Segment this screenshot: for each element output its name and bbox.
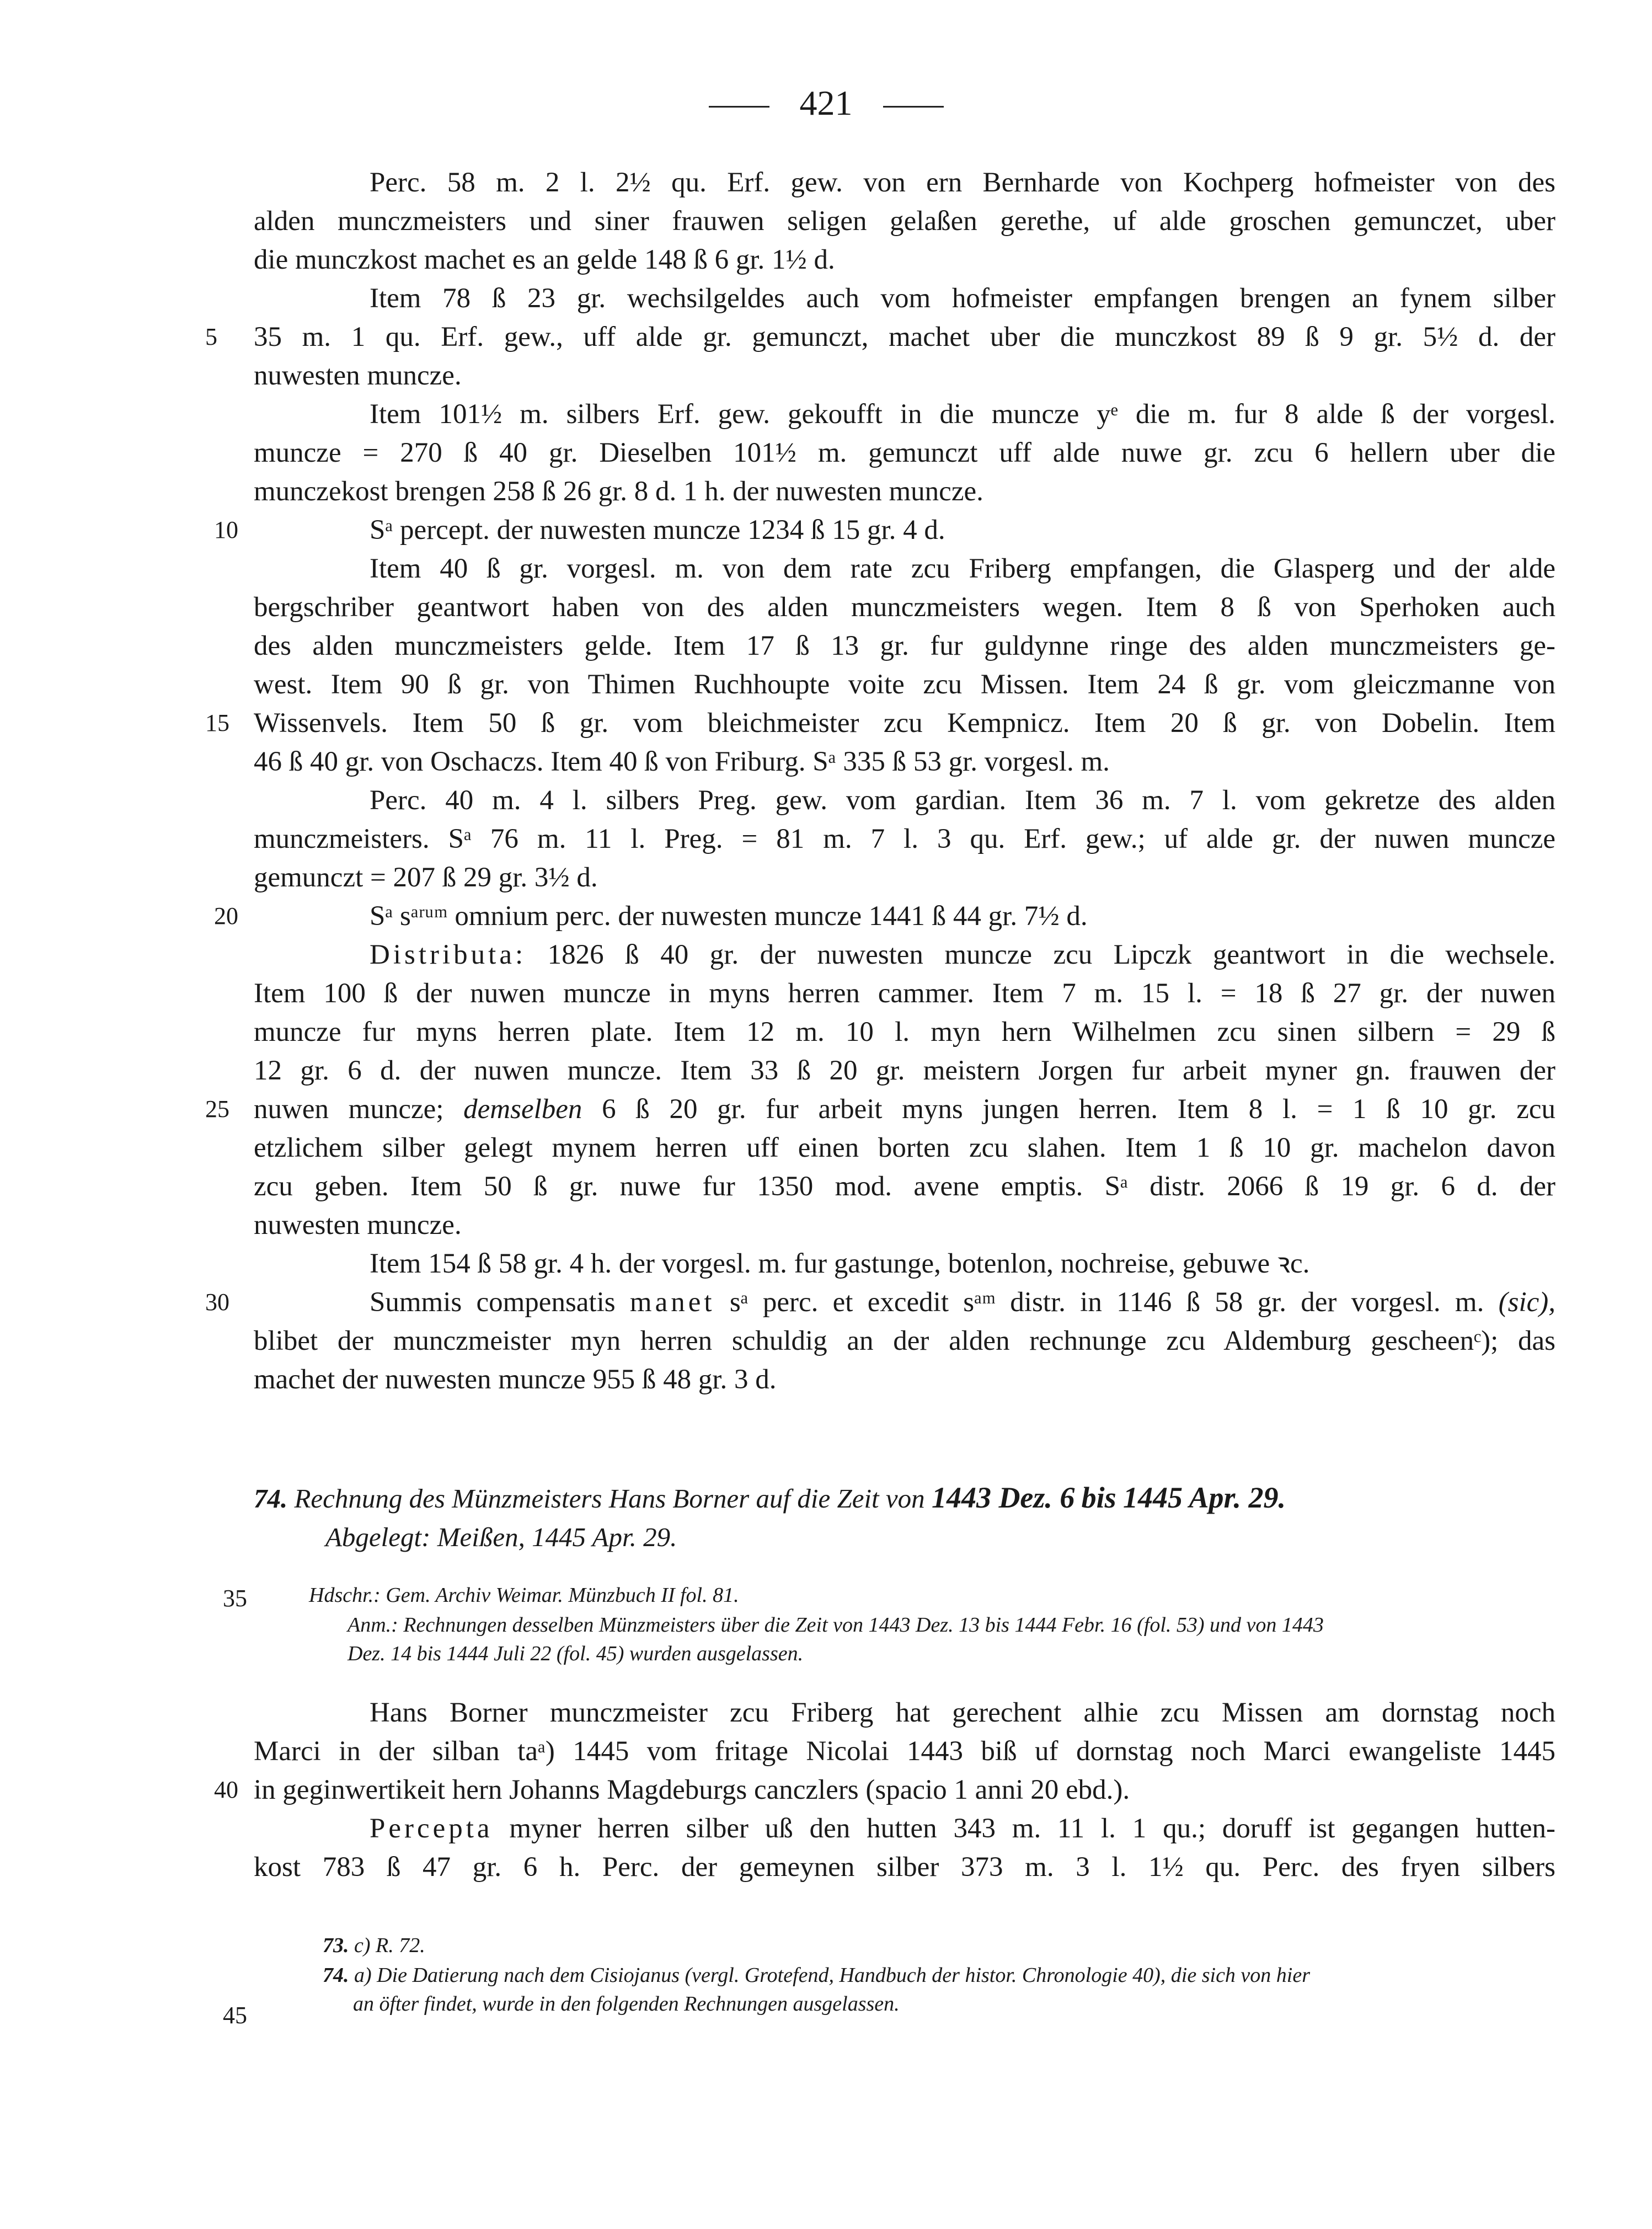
text-line: munczekost brengen 258 ß 26 gr. 8 d. 1 h. der nuwesten muncze. [254, 476, 983, 507]
line-number: 45 [223, 2002, 247, 2029]
manuscript-note: Hdschr.: Gem. Archiv Weimar. Münzbuch II fol. 81. [309, 1584, 739, 1607]
text-line: die munczkost machet es an gelde 148 ß 6 gr. 1½ d. [254, 244, 835, 275]
text-line: Hans Borner munczmeister zcu Friberg hat gerechent alhie zcu Missen am dornstag noch [370, 1697, 1555, 1728]
line-number: 20 [214, 902, 238, 929]
document-number: 74. [254, 1483, 288, 1514]
text-line: nuwesten muncze. [254, 1210, 462, 1241]
text-line: 40 in geginwertikeit hern Johanns Magdeburgs canczlers (spacio 1 anni 20 ebd.). [254, 1771, 1555, 1809]
page-number: 421 [799, 83, 853, 122]
text-line: muncze fur myns herren plate. Item 12 m. 10 l. myn hern Wilhelmen zcu sinen silbern = 29 ß [254, 1017, 1555, 1047]
text-line: zcu geben. Item 50 ß gr. nuwe fur 1350 mod. avene emptis. Sᵃ distr. 2066 ß 19 gr. 6 d. der [254, 1171, 1555, 1202]
annotation-note: Anm.: Rechnungen desselben Münzmeisters über die Zeit von 1443 Dez. 13 bis 1444 Febr. 16 (fol. 53) und von 1443 [347, 1613, 1324, 1637]
text-line: Percepta myner herren silber uß den hutten 343 m. 11 l. 1 qu.; doruff ist gegangen hutten- [370, 1813, 1556, 1844]
text-line: Perc. 58 m. 2 l. 2½ qu. Erf. gew. von ern Bernharde von Kochperg hofmeister von des [370, 167, 1555, 198]
text-line: 12 gr. 6 d. der nuwen muncze. Item 33 ß 20 gr. meistern Jorgen fur arbeit myner gn. frauwen der [254, 1055, 1555, 1086]
line-number: 15 [205, 709, 229, 736]
text-line: 5 35 m. 1 qu. Erf. gew., uff alde gr. gemunczt, machet uber die munczkost 89 ß 9 gr. 5½ d. der [254, 318, 1555, 356]
text-line: munczmeisters. Sᵃ 76 m. 11 l. Preg. = 81 m. 7 l. 3 qu. Erf. gew.; uf alde gr. der nuwen muncze [254, 824, 1555, 854]
line-number: 35 [223, 1585, 247, 1612]
text-line: 46 ß 40 gr. von Oschaczs. Item 40 ß von Friburg. Sᵃ 335 ß 53 gr. vorgesl. m. [254, 746, 1110, 777]
footnote: 73. c) R. 72. [323, 1934, 425, 1957]
text-line: Item 40 ß gr. vorgesl. m. von dem rate zcu Friberg empfangen, die Glasperg und der alde [370, 553, 1555, 584]
text-line: Item 101½ m. silbers Erf. gew. gekoufft in die muncze yᵉ die m. fur 8 alde ß der vorgesl. [370, 399, 1555, 430]
text-line: bergschriber geantwort haben von des alden munczmeisters wegen. Item 8 ß von Sperhoken auch [254, 592, 1555, 623]
text-line: Perc. 40 m. 4 l. silbers Preg. gew. vom gardian. Item 36 m. 7 l. vom gekretze des alden [370, 785, 1555, 816]
text-line: nuwesten muncze. [254, 360, 462, 391]
main-text-block [214, 1693, 1556, 1886]
text-line: Item 100 ß der nuwen muncze in myns herren cammer. Item 7 m. 15 l. = 18 ß 27 gr. der nuwen [254, 978, 1555, 1009]
text-line: gemunczt = 207 ß 29 gr. 3½ d. [254, 862, 598, 893]
footnote-continuation: an öfter findet, wurde in den folgenden Rechnungen ausgelassen. [353, 1992, 900, 2016]
line-number: 40 [214, 1776, 238, 1803]
header-rule-right [883, 106, 944, 108]
text-line: Distributa: 1826 ß 40 gr. der nuwesten muncze zcu Lipczk geantwort in die wechsele. [370, 939, 1555, 970]
text-line: kost 783 ß 47 gr. 6 h. Perc. der gemeynen silber 373 m. 3 l. 1½ qu. Perc. des fryen silbers [254, 1852, 1555, 1883]
text-line: blibet der munczmeister myn herren schuldig an der alden rechnunge zcu Aldemburg gescheenᶜ); das [254, 1325, 1555, 1356]
line-number: 25 [205, 1095, 229, 1122]
section-label: Distributa: [370, 939, 527, 970]
header-rule-left [709, 106, 769, 108]
text-line: des alden munczmeisters gelde. Item 17 ß 13 gr. fur guldynne ringe des alden munczmeisters ge- [254, 630, 1555, 661]
text-line: machet der nuwesten muncze 955 ß 48 gr. 3 d. [254, 1364, 777, 1395]
document-subheading: Abgelegt: Meißen, 1445 Apr. 29. [325, 1522, 677, 1552]
text-line: muncze = 270 ß 40 gr. Dieselben 101½ m. gemunczt uff alde nuwe gr. zcu 6 hellern uber die [254, 437, 1555, 468]
line-number: 30 [205, 1289, 229, 1316]
text-line: 15 Wissenvels. Item 50 ß gr. vom bleichmeister zcu Kempnicz. Item 20 ß gr. von Dobelin. Item [254, 704, 1555, 742]
text-line: Item 78 ß 23 gr. wechsilgeldes auch vom hofmeister empfangen brengen an fynem silber [370, 283, 1555, 314]
line-number: 10 [214, 516, 238, 543]
text-line: alden munczmeisters und siner frauwen seligen gelaßen gerethe, uf alde groschen gemunczet, uber [254, 206, 1555, 237]
main-text-block [205, 163, 1556, 1399]
line-number: 5 [205, 323, 217, 350]
text-line: etzlichem silber gelegt mynem herren uff einen borten zcu slahen. Item 1 ß 10 gr. machelon davon [254, 1132, 1555, 1163]
footnote: 74. a) Die Datierung nach dem Cisiojanus (vergl. Grotefend, Handbuch der histor. Chronologie 40), die sich von hier [323, 1964, 1311, 1987]
document-heading: 74. Rechnung des Münzmeisters Hans Borner auf die Zeit von 1443 Dez. 6 bis 1445 Apr. 29. Abgelegt: Meißen, 1445 Apr. 29. [254, 1478, 1555, 1557]
text-line: Item 154 ß 58 gr. 4 h. der vorgesl. m. fur gastunge, botenlon, nochreise, gebuwe ꝛc. [370, 1248, 1310, 1279]
section-label: Percepta [370, 1813, 493, 1844]
text-line: 10 Sᵃ percept. der nuwesten muncze 1234 ß 15 gr. 4 d. [254, 511, 1555, 549]
text-line: 30 Summis compensatis manet sᵃ perc. et excedit sᵃᵐ distr. in 1146 ß 58 gr. der vorgesl. m. (sic), [254, 1283, 1555, 1322]
text-line: 25 nuwen muncze; demselben 6 ß 20 gr. fur arbeit myns jungen herren. Item 8 l. = 1 ß 10 gr. zcu [254, 1090, 1555, 1129]
text-line: 20 Sᵃ sᵃʳᵘᵐ omnium perc. der nuwesten muncze 1441 ß 44 gr. 7½ d. [254, 897, 1555, 936]
annotation-note: Dez. 14 bis 1444 Juli 22 (fol. 45) wurden ausgelassen. [347, 1642, 804, 1665]
page-header [0, 83, 1652, 124]
text-line: Marci in der silban taᵃ) 1445 vom fritage Nicolai 1443 biß uf dornstag noch Marci ewangeliste 1445 [254, 1736, 1555, 1767]
text-line: west. Item 90 ß gr. von Thimen Ruchhoupte voite zcu Missen. Item 24 ß gr. vom gleiczmanne von [254, 669, 1555, 700]
